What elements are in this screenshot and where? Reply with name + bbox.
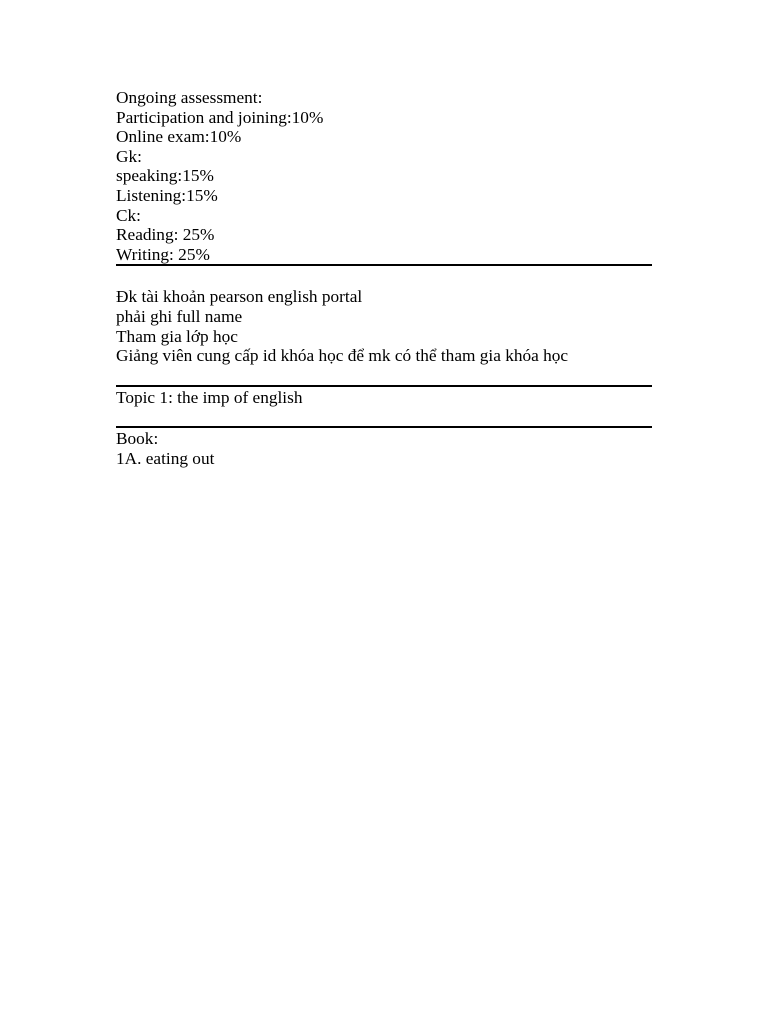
full-name-line: phải ghi full name [116,306,243,326]
horizontal-divider [116,426,652,428]
register-account-line: Đk tài khoản pearson english portal [116,287,363,307]
participation-line: Participation and joining:10% [116,107,324,127]
course-id-line: Giảng viên cung cấp id khóa học để mk có thể tham gia khóa học [116,346,569,366]
online-exam-line: Online exam:10% [116,127,242,147]
unit-line: 1A. eating out [116,448,215,468]
assessment-section [116,87,652,264]
assessment-heading: Ongoing assessment: [116,88,263,107]
horizontal-divider [116,385,652,387]
topic-section [116,388,652,408]
listening-line: Listening:15% [116,185,218,205]
horizontal-divider [116,264,652,266]
writing-line: Writing: 25% [116,244,210,264]
final-heading: Ck: [116,205,141,225]
book-section [116,429,652,468]
join-class-line: Tham gia lớp học [116,326,238,346]
midterm-heading: Gk: [116,146,142,166]
document-page [116,87,652,469]
reading-line: Reading: 25% [116,225,215,245]
book-heading: Book: [116,429,159,449]
topic-line: Topic 1: the imp of english [116,387,303,407]
speaking-line: speaking:15% [116,166,214,186]
portal-instructions-section [116,287,652,365]
